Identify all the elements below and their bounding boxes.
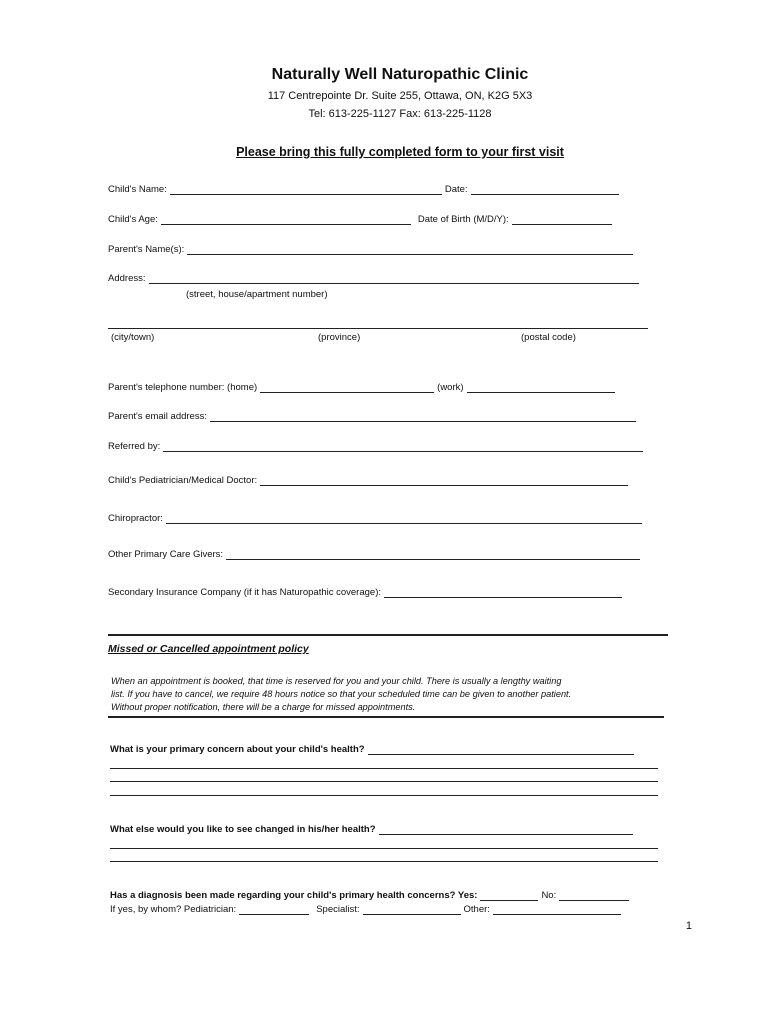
email-label: Parent's email address:	[108, 411, 207, 422]
child-name-row	[108, 184, 622, 195]
chiro-label: Chiropractor:	[108, 513, 163, 524]
concern-label: What is your primary concern about your child's health?	[110, 744, 365, 755]
specialist-field[interactable]	[363, 904, 461, 915]
dob-field[interactable]	[512, 214, 612, 225]
address-row	[108, 273, 642, 284]
clinic-name: Naturally Well Naturopathic Clinic	[271, 66, 529, 83]
diagnosis-no-field[interactable]	[559, 890, 629, 901]
caregivers-field[interactable]	[226, 549, 640, 560]
clinic-contact: Tel: 613-225-1127 Fax: 613-225-1128	[308, 108, 492, 120]
date-field[interactable]	[471, 184, 619, 195]
insurance-label: Secondary Insurance Company (if it has Naturopathic coverage):	[108, 587, 381, 598]
specialist-label: Specialist:	[316, 904, 360, 915]
policy-text-1: When an appointment is booked, that time is reserved for you and your child. There is usually a lengthy waiting	[111, 676, 562, 686]
insurance-row	[108, 587, 625, 598]
phone-home-field[interactable]	[260, 382, 434, 393]
child-age-row	[108, 214, 615, 225]
concern-line-3[interactable]	[110, 781, 658, 782]
policy-title: Missed or Cancelled appointment policy	[108, 643, 309, 655]
city-label: (city/town)	[111, 332, 155, 343]
parent-names-field[interactable]	[187, 244, 633, 255]
phone-row	[108, 382, 618, 393]
insurance-field[interactable]	[384, 587, 622, 598]
child-age-label: Child's Age:	[108, 214, 158, 225]
doctor-row	[108, 475, 631, 486]
province-label: (province)	[318, 332, 361, 343]
child-name-label: Child's Name:	[108, 184, 167, 195]
postal-label: (postal code)	[521, 332, 576, 343]
page-number: 1	[685, 920, 692, 932]
date-label: Date:	[444, 184, 468, 195]
email-field[interactable]	[210, 411, 636, 422]
parent-names-row	[108, 244, 636, 255]
address-label: Address:	[108, 273, 146, 284]
caregivers-label: Other Primary Care Givers:	[108, 549, 224, 560]
chiro-field[interactable]	[166, 513, 642, 524]
pediatrician-field[interactable]	[239, 904, 309, 915]
referred-field[interactable]	[163, 441, 643, 452]
policy-divider	[108, 716, 664, 718]
email-row	[108, 411, 639, 422]
policy-text-3: Without proper notification, there will be a charge for missed appointments.	[111, 702, 416, 712]
concern-line-4[interactable]	[110, 795, 658, 796]
caregivers-row	[108, 549, 643, 560]
changed-line-3[interactable]	[110, 861, 658, 862]
changed-row	[110, 824, 636, 835]
diagnosis-label: Has a diagnosis been made regarding your child's primary health concerns? Yes:	[110, 890, 478, 901]
diagnosis-no-label: No:	[541, 890, 557, 901]
diagnosis-yes-field[interactable]	[480, 890, 538, 901]
changed-label: What else would you like to see changed in his/her health?	[110, 824, 376, 835]
child-name-field[interactable]	[170, 184, 442, 195]
by-whom-label: If yes, by whom? Pediatrician:	[110, 904, 237, 915]
phone-work-field[interactable]	[467, 382, 615, 393]
concern-row	[110, 744, 637, 755]
parent-names-label: Parent's Name(s):	[108, 244, 185, 255]
by-whom-row	[110, 904, 624, 915]
other-field[interactable]	[493, 904, 621, 915]
chiro-row	[108, 513, 645, 524]
address-hint: (street, house/apartment number)	[186, 289, 328, 300]
referred-row	[108, 441, 646, 452]
diagnosis-row	[110, 890, 632, 901]
phone-home-label: Parent's telephone number: (home)	[108, 382, 258, 393]
address-field[interactable]	[149, 273, 639, 284]
clinic-address: 117 Centrepointe Dr. Suite 255, Ottawa, ON, K2G 5X3	[267, 90, 533, 102]
concern-line-2[interactable]	[110, 768, 658, 769]
form-instruction: Please bring this fully completed form to your first visit	[236, 145, 564, 159]
child-age-field[interactable]	[161, 214, 411, 225]
dob-label: Date of Birth (M/D/Y):	[417, 214, 509, 225]
policy-text-2: list. If you have to cancel, we require 48 hours notice so that your scheduled time can be given to another patient.	[111, 689, 572, 699]
section-divider	[108, 634, 668, 636]
changed-field[interactable]	[379, 824, 633, 835]
referred-label: Referred by:	[108, 441, 161, 452]
other-label: Other:	[463, 904, 490, 915]
phone-work-label: (work)	[437, 382, 464, 393]
doctor-label: Child's Pediatrician/Medical Doctor:	[108, 475, 258, 486]
changed-line-2[interactable]	[110, 848, 658, 849]
city-province-postal-line[interactable]	[108, 328, 648, 329]
doctor-field[interactable]	[260, 475, 628, 486]
concern-field[interactable]	[368, 744, 634, 755]
